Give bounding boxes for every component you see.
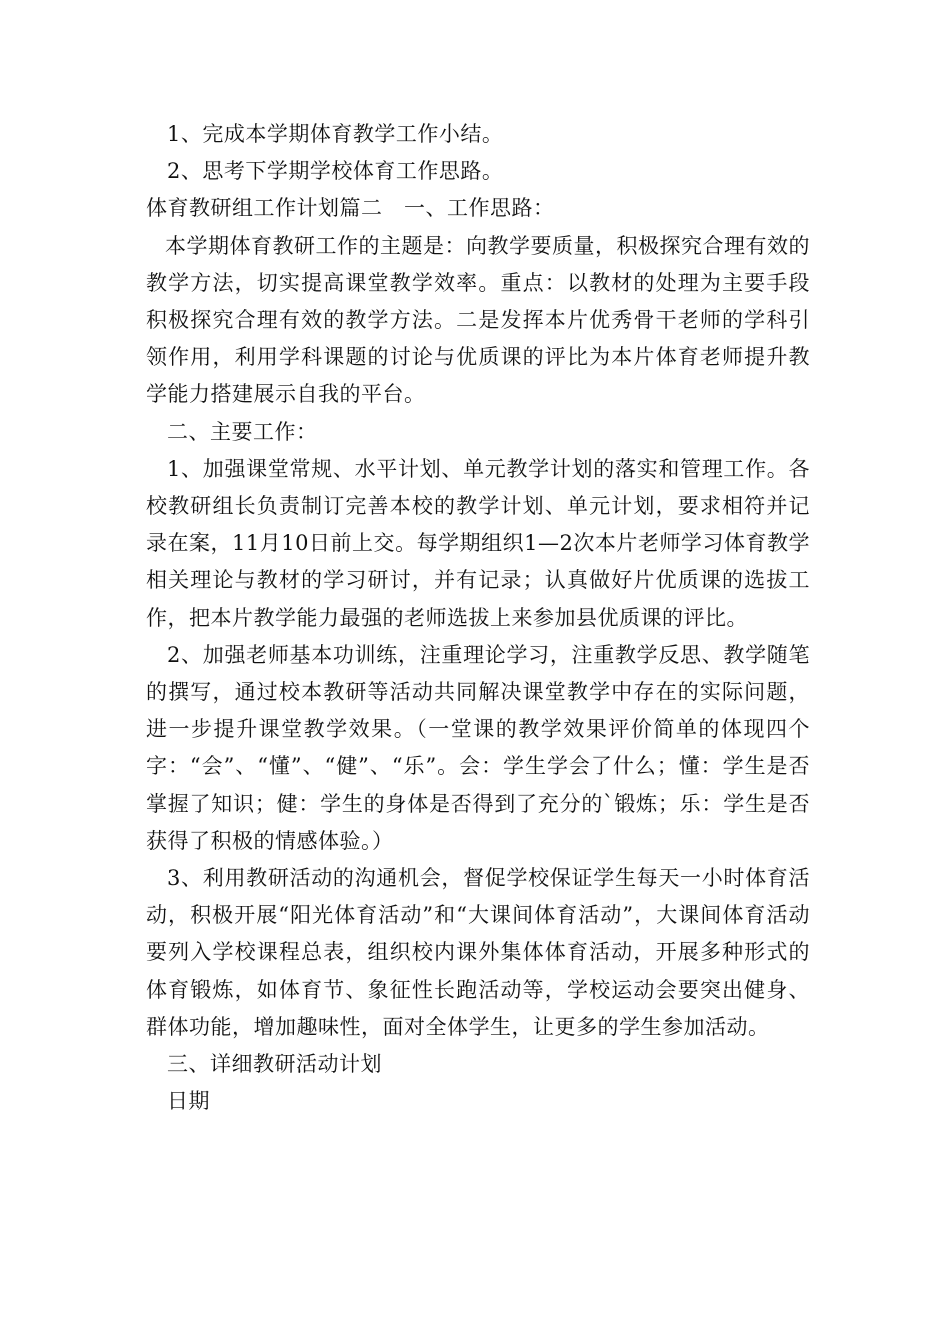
list-item-next-term: 2、思考下学期学校体育工作思路。 xyxy=(167,159,504,184)
list-item-summary: 1、完成本学期体育教学工作小结。 xyxy=(167,122,504,146)
document-body xyxy=(146,116,810,1120)
section-heading-main-work: 二、主要工作： xyxy=(167,419,318,444)
paragraph-work-item-1: 1、加强课堂常规、水平计划、单元教学计划的落实和管理工作。各校教研组长负责制订完善本校的教学计划、单元计划，要求相符并记录在案，11月10日前上交。每学期组织1—2次本片老师学习体育教学相关理论与教材的学习研讨，并有记录；认真做好片优质课的选拔工作，把本片教学能力最强的老师选拔上来参加县优质课的评比。 xyxy=(146,456,810,630)
section-heading-plan-two: 体育教研组工作计划篇二 一、工作思路： xyxy=(146,196,555,221)
paragraph-work-item-2: 2、加强老师基本功训练，注重理论学习，注重教学反思、教学随笔的撰写，通过校本教研等活动共同解决课堂教学中存在的实际问题，进一步提升课堂教学效果。（一堂课的教学效果评价简单的体现四个字：“会”、“懂”、“健”、“乐”。会：学生学会了什么；懂：学生是否掌握了知识；健：学生的身体是否得到了充分的`锻炼；乐：学生是否获得了积极的情感体验。） xyxy=(146,642,810,853)
paragraph-work-item-3: 3、利用教研活动的沟通机会，督促学校保证学生每天一小时体育活动，积极开展“阳光体育活动”和“大课间体育活动”，大课间体育活动要列入学校课程总表，组织校内课外集体体育活动，开展多种形式的体育锻炼，如体育节、象征性长跑活动等，学校运动会要突出健身、群体功能，增加趣味性，面对全体学生，让更多的学生参加活动。 xyxy=(146,866,810,1039)
section-heading-activity-plan: 三、详细教研活动计划 xyxy=(167,1052,382,1077)
table-header-date: 日期 xyxy=(167,1089,210,1114)
paragraph-theme: 本学期体育教研工作的主题是：向教学要质量，积极探究合理有效的教学方法，切实提高课堂教学效率。重点：以教材的处理为主要手段积极探究合理有效的教学方法。二是发挥本片优秀骨干老师的学科引领作用，利用学科课题的讨论与优质课的评比为本片体育老师提升教学能力搭建展示自我的平台。 xyxy=(146,233,810,407)
